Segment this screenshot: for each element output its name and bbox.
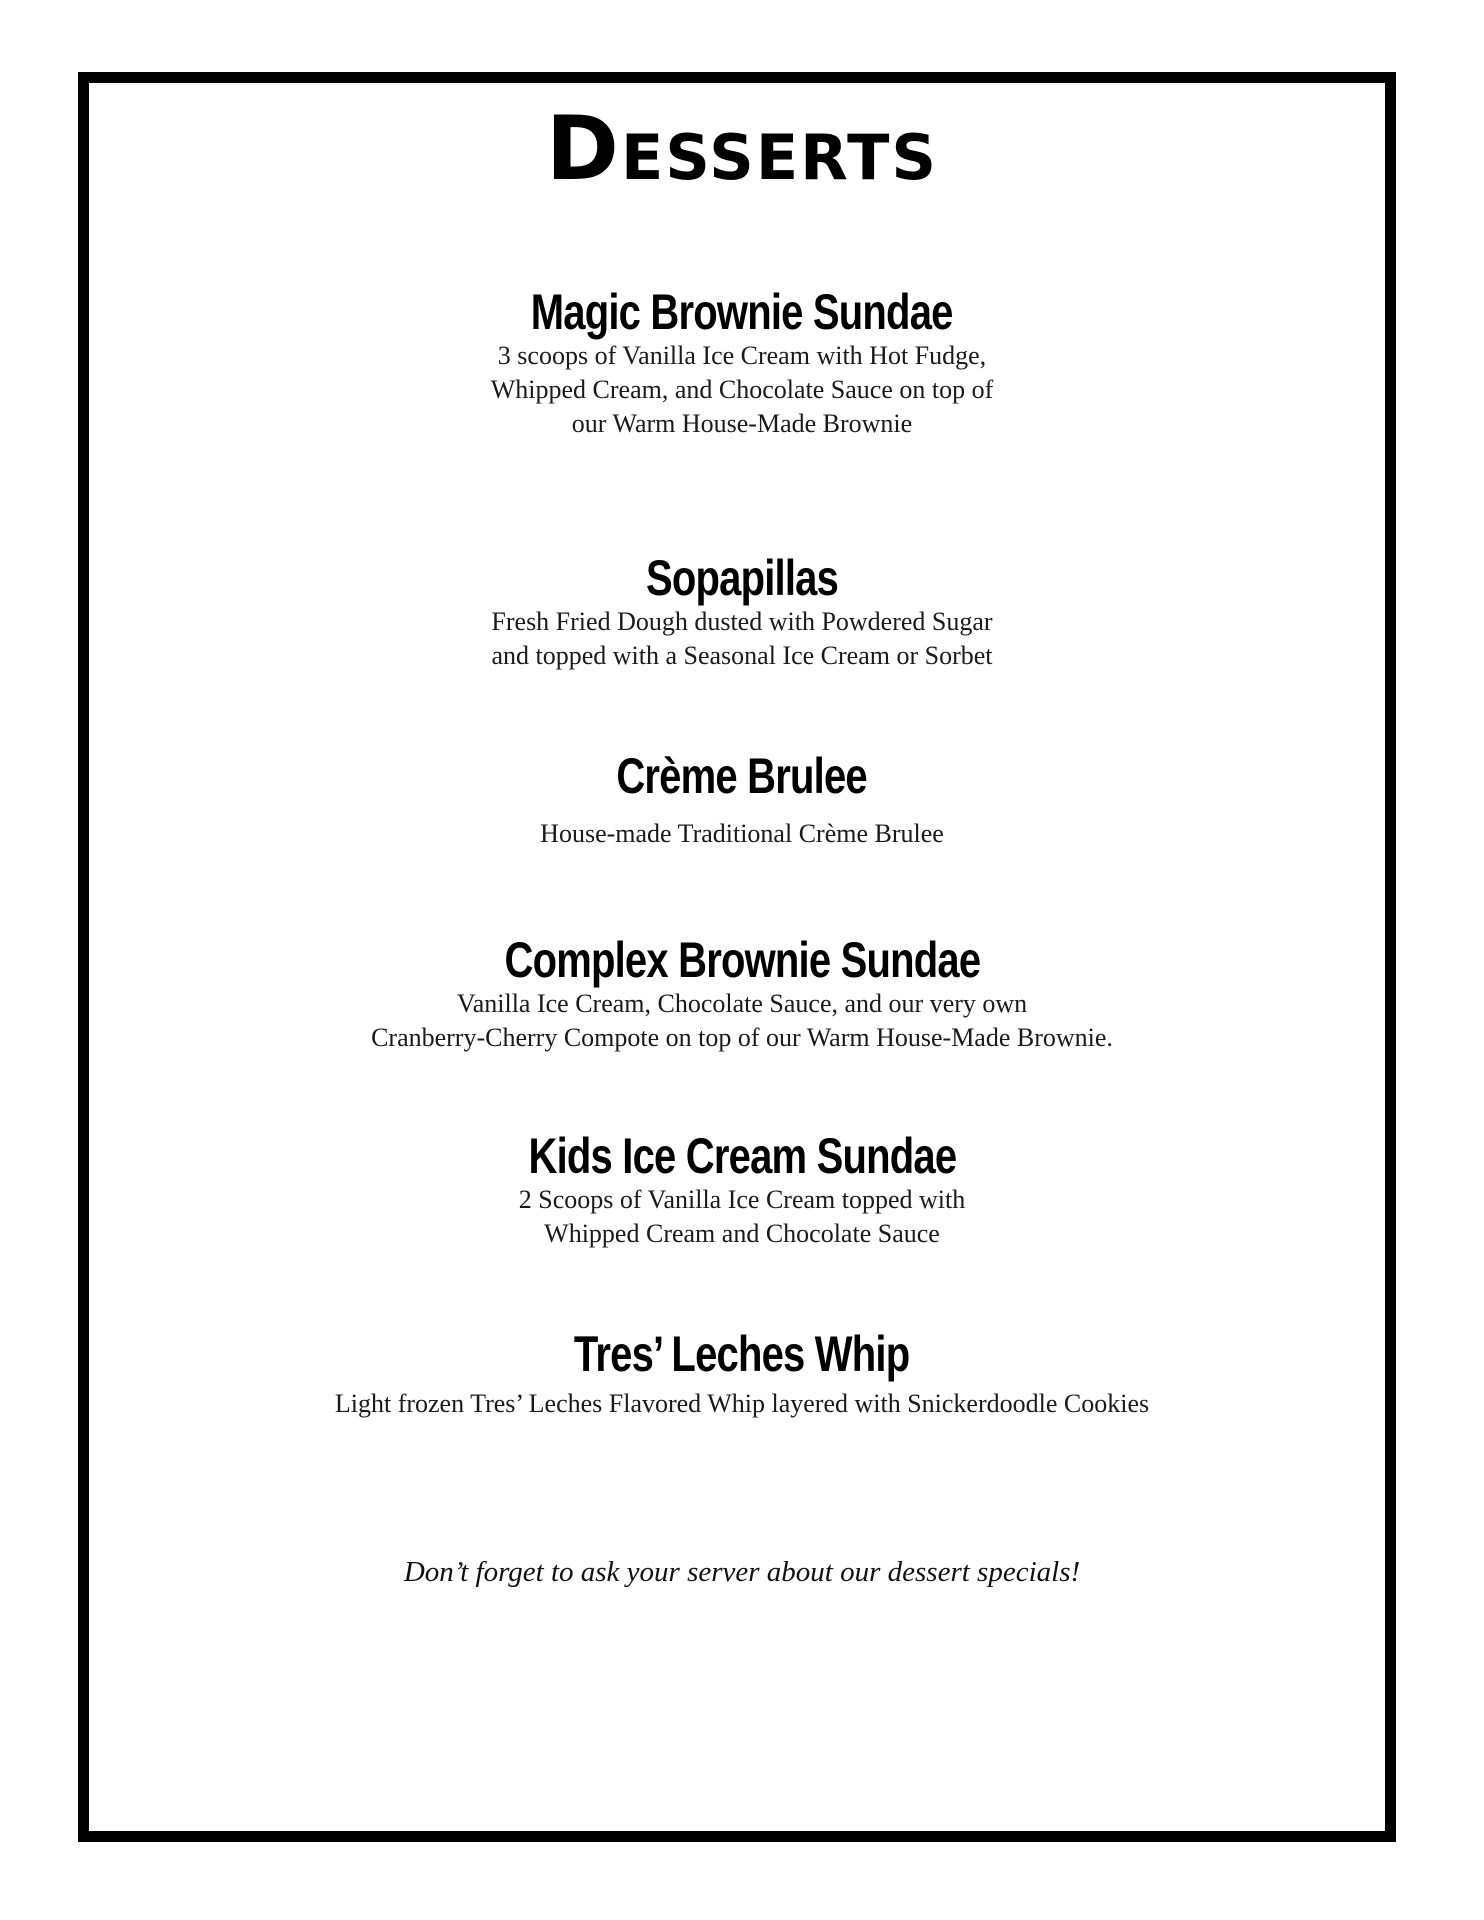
menu-item	[0, 750, 1484, 851]
menu-title: Desserts	[545, 97, 939, 200]
menu-item-name: Magic Brownie Sundae	[531, 284, 953, 340]
menu-item-description: Fresh Fried Dough dusted with Powdered Sugar and topped with a Seasonal Ice Cream or Sorbet	[491, 606, 993, 670]
menu-item-description: Light frozen Tres’ Leches Flavored Whip layered with Snickerdoodle Cookies	[334, 1388, 1150, 1418]
menu-item-description: Vanilla Ice Cream, Chocolate Sauce, and our very own Cranberry-Cherry Compote on top of our Warm House-Made Brownie.	[371, 988, 1113, 1052]
menu-item-description: House-made Traditional Crème Brulee	[540, 818, 944, 848]
menu-item	[0, 286, 1484, 441]
menu-item-description: 3 scoops of Vanilla Ice Cream with Hot Fudge, Whipped Cream, and Chocolate Sauce on top of our Warm House-Made Brownie	[490, 340, 994, 438]
menu-item	[0, 1130, 1484, 1251]
menu-item-name: Sopapillas	[645, 550, 839, 606]
dessert-specials-note: Don’t forget to ask your server about our dessert specials!	[403, 1556, 1081, 1588]
menu-item-name: Kids Ice Cream Sundae	[528, 1128, 956, 1184]
menu-item-name: Crème Brulee	[616, 748, 868, 804]
menu-item	[0, 934, 1484, 1055]
menu-item-name: Tres’ Leches Whip	[574, 1326, 910, 1382]
menu-item	[0, 552, 1484, 673]
menu-item	[0, 1328, 1484, 1421]
menu-item-description: 2 Scoops of Vanilla Ice Cream topped with Whipped Cream and Chocolate Sauce	[518, 1184, 966, 1248]
menu-item-name: Complex Brownie Sundae	[504, 932, 980, 988]
